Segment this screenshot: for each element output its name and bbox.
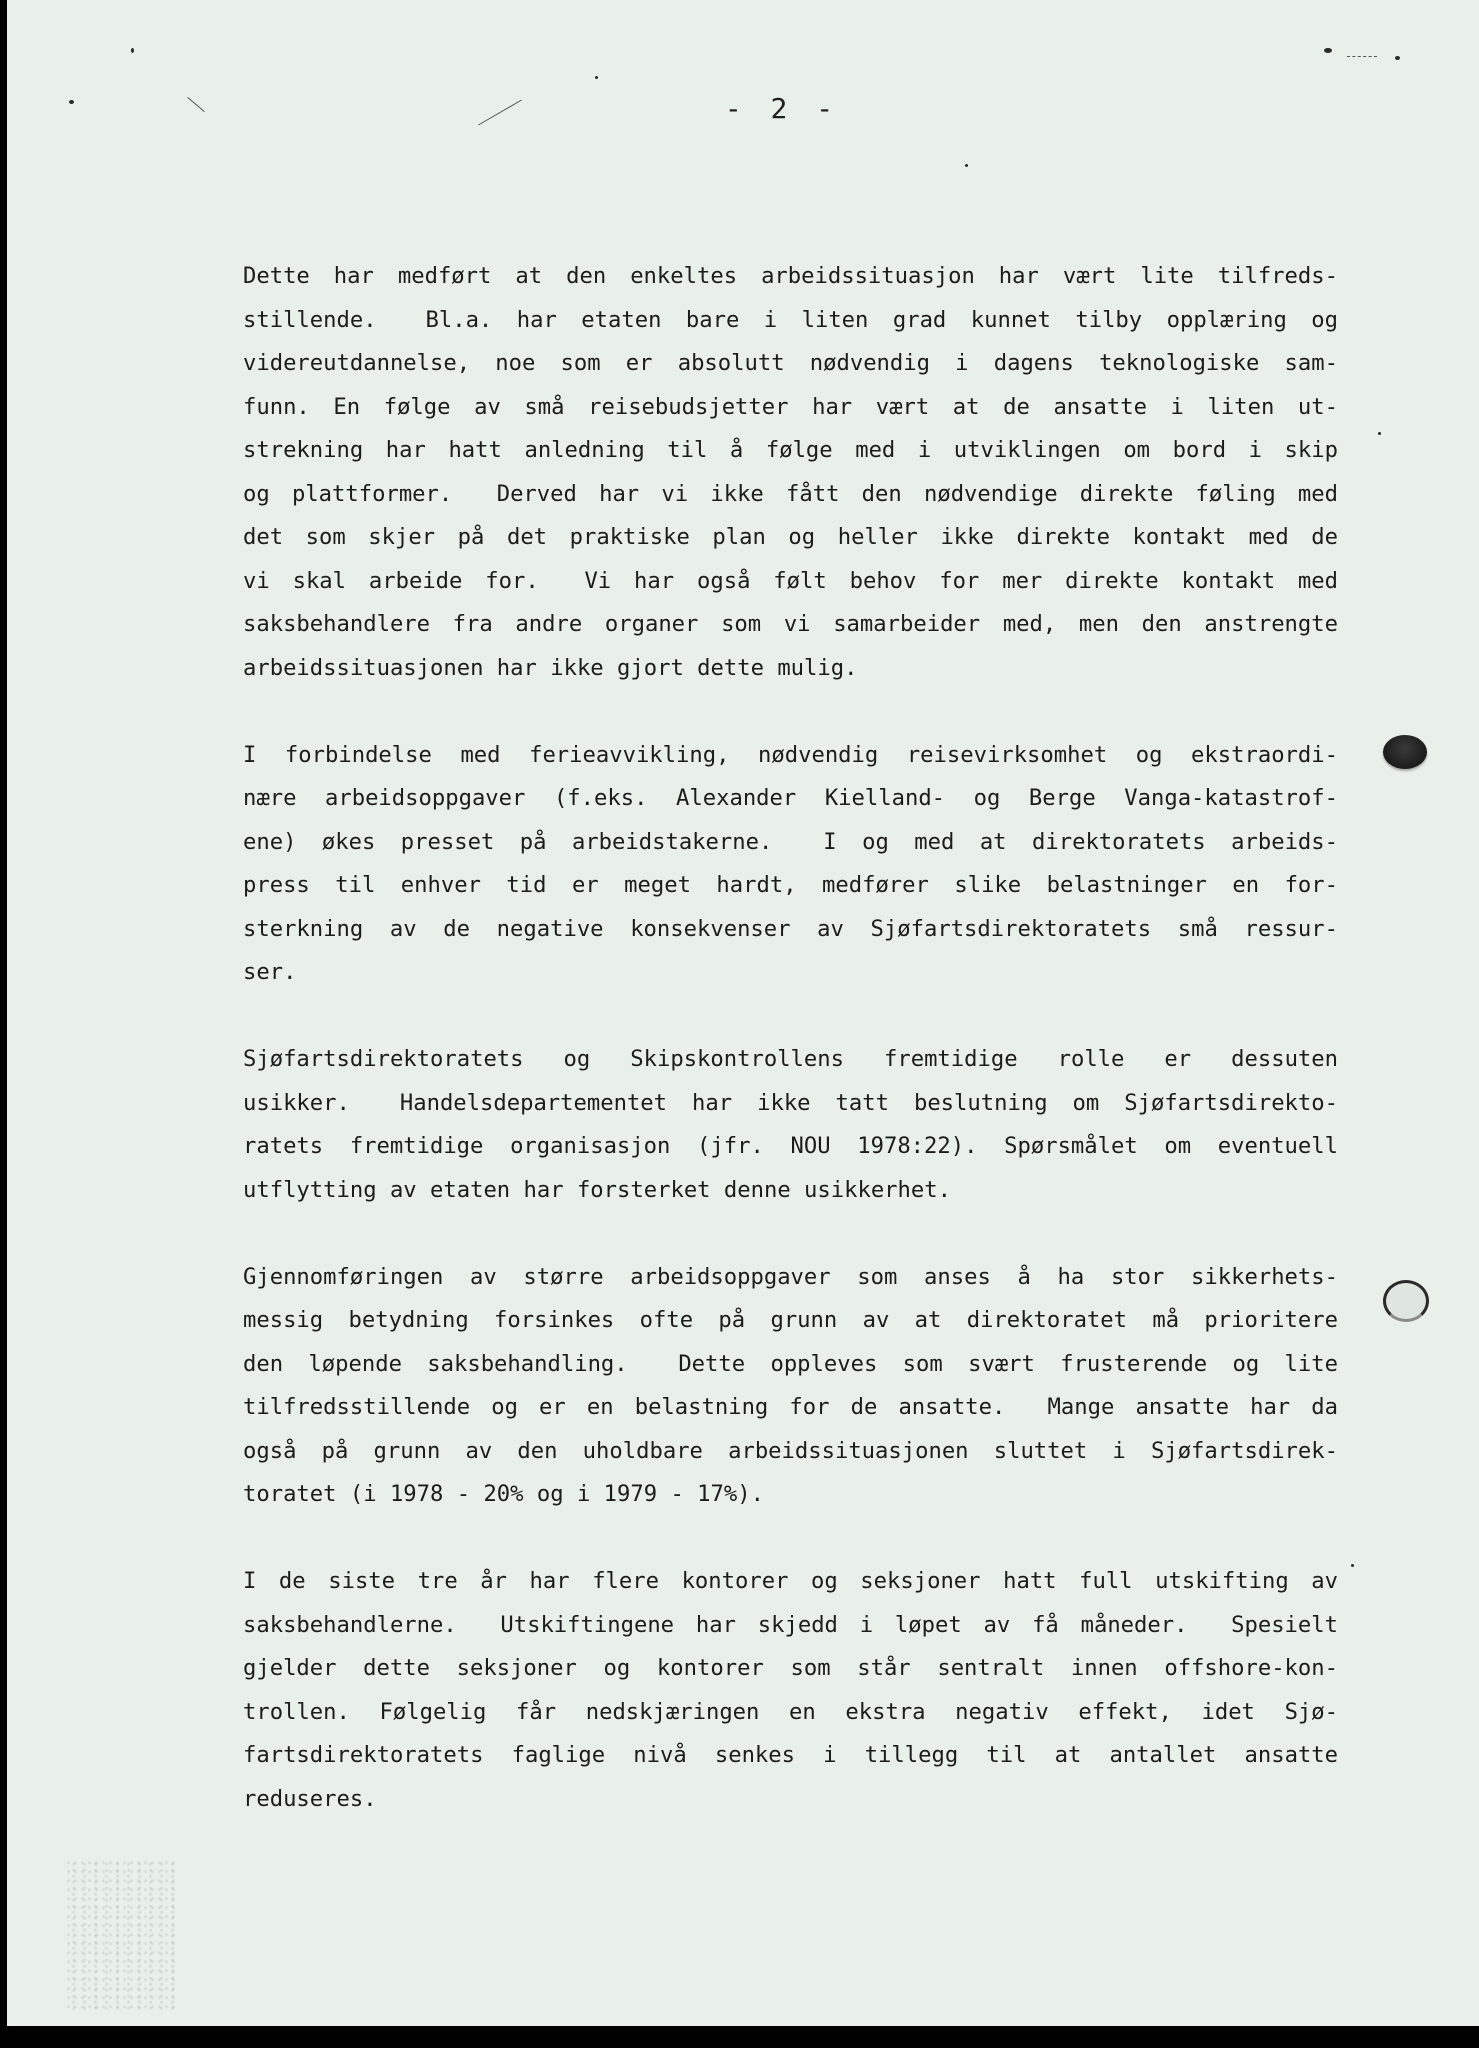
text-line: funn. En følge av små reisebudsjetter har vært at de ansatte i liten ut- xyxy=(243,393,1338,420)
text-line: ser. xyxy=(243,959,297,985)
text-line: Sjøfartsdirektoratets og Skipskontrollens fremtidige rolle er dessuten xyxy=(243,1046,1338,1072)
paragraph xyxy=(243,255,1338,690)
paragraph-gap xyxy=(243,1517,1338,1561)
text-line: I forbindelse med ferieavvikling, nødvendig reisevirksomhet og ekstraordi- xyxy=(243,741,1338,768)
text-line: toratet (i 1978 - 20% og i 1979 - 17%). xyxy=(243,1481,764,1507)
text-line: sterkning av de negative konsekvenser av Sjøfartsdirektoratets små ressur- xyxy=(243,915,1338,942)
scan-speck xyxy=(965,164,968,167)
text-line: stillende. Bl.a. har etaten bare i liten grad kunnet tilby opplæring og xyxy=(243,306,1338,333)
punch-hole xyxy=(1383,735,1427,769)
text-line: gjelder dette seksjoner og kontorer som står sentralt innen offshore-kon- xyxy=(243,1655,1338,1681)
pen-mark xyxy=(478,100,522,126)
document-page xyxy=(7,0,1479,2026)
text-line: fartsdirektoratets faglige nivå senkes i tillegg til at antallet ansatte xyxy=(243,1742,1338,1768)
scan-noise xyxy=(67,1860,177,2010)
text-line: reduseres. xyxy=(243,1785,377,1812)
text-line: saksbehandlerne. Utskiftingene har skjedd i løpet av få måneder. Spesielt xyxy=(243,1611,1338,1638)
scan-speck xyxy=(131,48,134,53)
text-line: strekning har hatt anledning til å følge med i utviklingen om bord i skip xyxy=(243,437,1338,463)
text-line: messig betydning forsinkes ofte på grunn av at direktoratet må prioritere xyxy=(243,1307,1338,1333)
text-line: tilfredsstillende og er en belastning for de ansatte. Mange ansatte har da xyxy=(243,1394,1338,1420)
text-line: og plattformer. Derved har vi ikke fått den nødvendige direkte føling med xyxy=(243,480,1338,507)
text-line: vi skal arbeide for. Vi har også følt behov for mer direkte kontakt med xyxy=(243,567,1338,594)
text-line: I de siste tre år har flere kontorer og seksjoner hatt full utskifting av xyxy=(243,1568,1338,1594)
scan-speck xyxy=(595,76,598,79)
text-line: også på grunn av den uholdbare arbeidssituasjonen sluttet i Sjøfartsdirek- xyxy=(243,1437,1338,1464)
punch-hole xyxy=(1383,1280,1429,1322)
paragraph xyxy=(243,1560,1338,1821)
page-number: - 2 - xyxy=(724,92,840,125)
text-line: videreutdannelse, noe som er absolutt nødvendig i dagens teknologiske sam- xyxy=(243,350,1338,376)
pen-mark xyxy=(1347,56,1377,57)
text-line: den løpende saksbehandling. Dette oppleves som svært frusterende og lite xyxy=(243,1350,1338,1377)
text-line: press til enhver tid er meget hardt, medfører slike belastninger en for- xyxy=(243,872,1338,898)
scan-speck xyxy=(1351,1564,1354,1567)
paragraph xyxy=(243,734,1338,995)
scan-speck xyxy=(1324,48,1332,53)
paragraph-gap xyxy=(243,690,1338,734)
paragraph xyxy=(243,1038,1338,1212)
text-line: trollen. Følgelig får nedskjæringen en ekstra negativ effekt, idet Sjø- xyxy=(243,1698,1338,1725)
scan-speck xyxy=(1395,56,1400,60)
text-line: ratets fremtidige organisasjon (jfr. NOU 1978:22). Spørsmålet om eventuell xyxy=(243,1133,1338,1159)
text-line: Dette har medført at den enkeltes arbeidssituasjon har vært lite tilfreds- xyxy=(243,263,1338,289)
pen-mark xyxy=(187,97,204,112)
paragraph-gap xyxy=(243,1212,1338,1256)
body-text xyxy=(243,255,1338,1821)
text-line: usikker. Handelsdepartementet har ikke tatt beslutning om Sjøfartsdirekto- xyxy=(243,1089,1338,1116)
scan-speck xyxy=(69,100,74,104)
text-line: Gjennomføringen av større arbeidsoppgaver som anses å ha stor sikkerhets- xyxy=(243,1263,1338,1290)
paragraph xyxy=(243,1256,1338,1517)
text-line: ene) økes presset på arbeidstakerne. I og med at direktoratets arbeids- xyxy=(243,828,1338,855)
paragraph-gap xyxy=(243,995,1338,1039)
scan-speck xyxy=(1378,432,1381,435)
text-line: det som skjer på det praktiske plan og heller ikke direkte kontakt med de xyxy=(243,524,1338,550)
text-line: utflytting av etaten har forsterket denne usikkerhet. xyxy=(243,1176,951,1203)
text-line: nære arbeidsoppgaver (f.eks. Alexander Kielland- og Berge Vanga-katastrof- xyxy=(243,785,1338,811)
text-line: saksbehandlere fra andre organer som vi samarbeider med, men den anstrengte xyxy=(243,611,1338,637)
text-line: arbeidssituasjonen har ikke gjort dette mulig. xyxy=(243,654,858,681)
